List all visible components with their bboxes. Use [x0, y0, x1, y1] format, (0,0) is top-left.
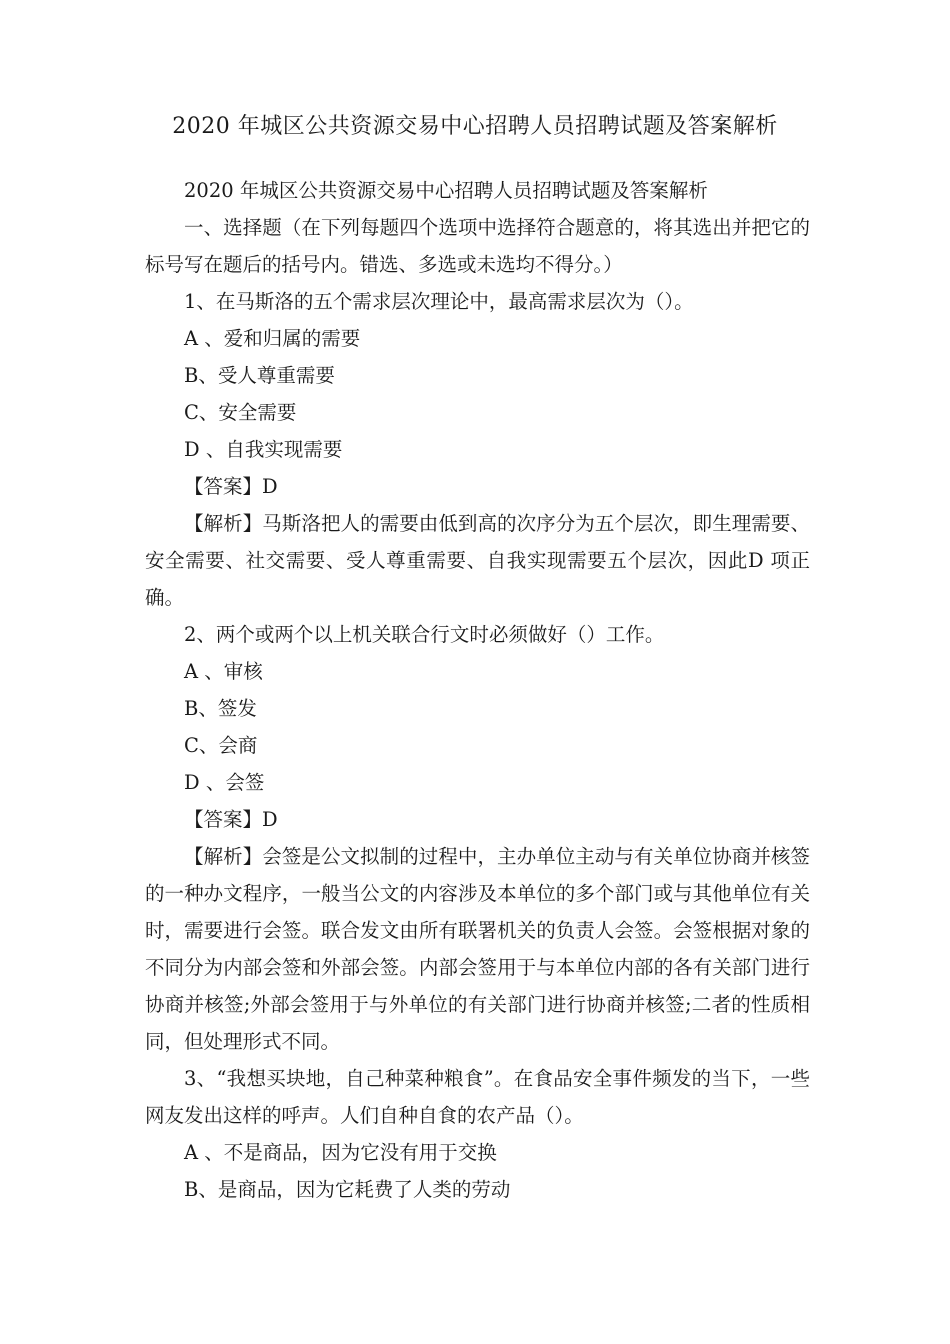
q3-option-b: B、是商品，因为它耗费了人类的劳动 — [184, 1178, 511, 1201]
question-1: 1、在马斯洛的五个需求层次理论中，最高需求层次为（）。 — [184, 290, 694, 313]
q1-explanation: 【解析】马斯洛把人的需要由低到高的次序分为五个层次，即生理需要、安全需要、社交需要、受人尊重需要、自我实现需要五个层次，因此D 项正确。 — [145, 512, 810, 609]
q2-answer: 【答案】D — [184, 808, 278, 831]
q2-option-c: C、会商 — [184, 734, 258, 757]
q1-option-a: A 、爱和归属的需要 — [184, 327, 361, 350]
q1-option-b: B、受人尊重需要 — [184, 364, 335, 387]
q3-option-a: A 、不是商品，因为它没有用于交换 — [184, 1141, 497, 1164]
section-heading: 一、选择题（在下列每题四个选项中选择符合题意的，将其选出并把它的标号写在题后的括号内。错选、多选或未选均不得分。） — [145, 216, 810, 276]
question-2: 2、两个或两个以上机关联合行文时必须做好（）工作。 — [184, 623, 665, 646]
q1-option-d: D 、自我实现需要 — [184, 438, 343, 461]
question-3: 3、“我想买块地，自己种菜种粮食”。在食品安全事件频发的当下，一些网友发出这样的呼声。人们自种自食的农产品（）。 — [145, 1067, 810, 1127]
q2-option-d: D 、会签 — [184, 771, 265, 794]
q2-option-b: B、签发 — [184, 697, 257, 720]
q2-explanation: 【解析】会签是公文拟制的过程中，主办单位主动与有关单位协商并核签的一种办文程序，一般当公文的内容涉及本单位的多个部门或与其他单位有关时，需要进行会签。联合发文由所有联署机关的负责人会签。会签根据对象的不同分为内部会签和外部会签。内部会签用于与本单位内部的各有关部门进行协商并核签;外部会签用于与外单位的有关部门进行协商并核签;二者的性质相同，但处理形式不同。 — [145, 845, 810, 1053]
q1-answer: 【答案】D — [184, 475, 278, 498]
subtitle-paragraph: 2020 年城区公共资源交易中心招聘人员招聘试题及答案解析 — [184, 179, 708, 202]
q1-option-c: C、安全需要 — [184, 401, 297, 424]
document-title: 2020 年城区公共资源交易中心招聘人员招聘试题及答案解析 — [172, 114, 778, 139]
document-body — [145, 172, 810, 1208]
q2-option-a: A 、审核 — [184, 660, 263, 683]
